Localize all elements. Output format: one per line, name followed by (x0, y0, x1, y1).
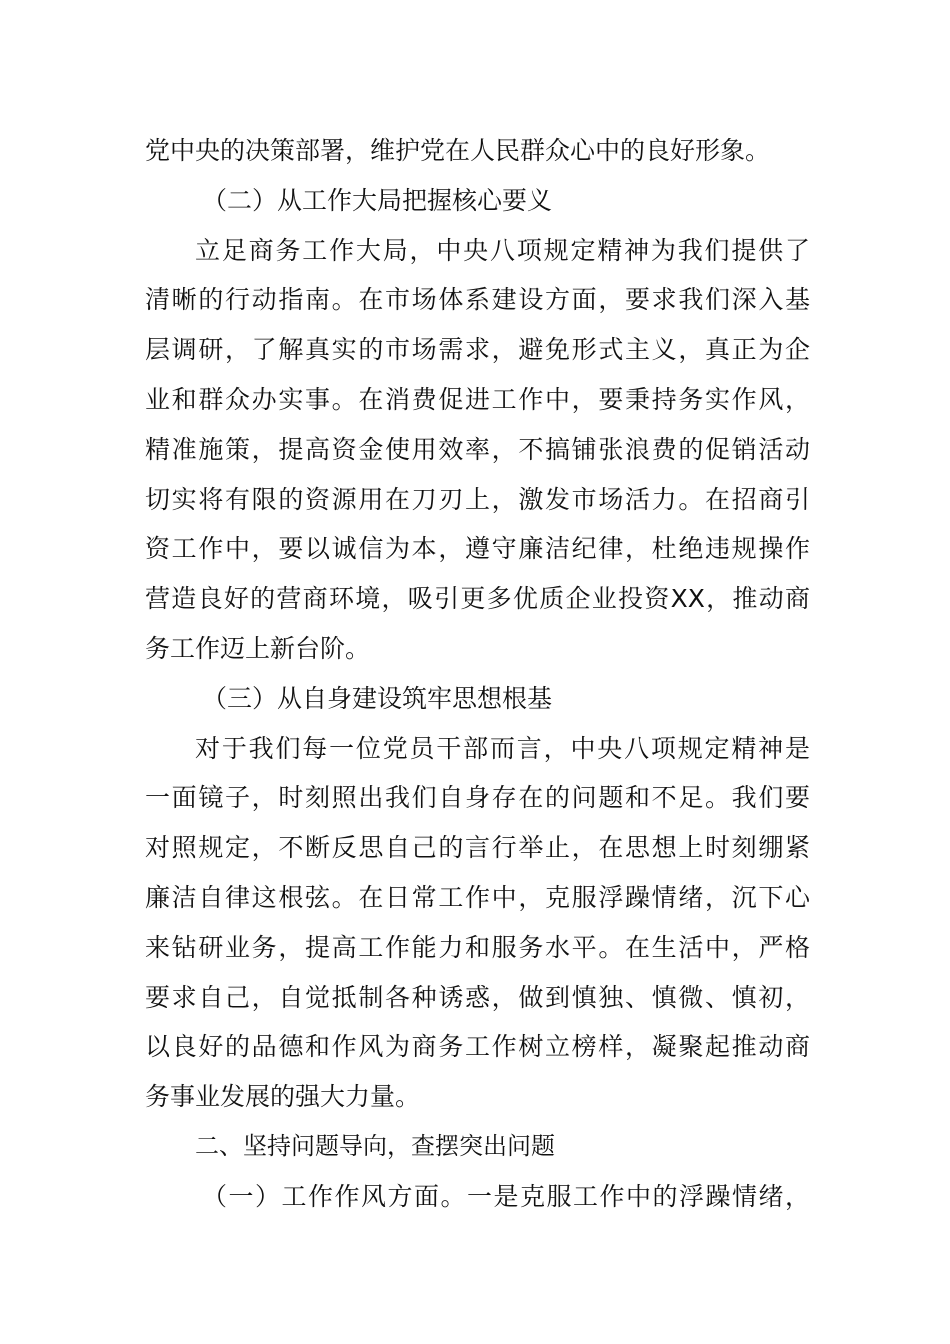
paragraph-first-line: 立足商务工作大局，中央八项规定精神为我们提供了 (195, 235, 810, 265)
body-line: 来钻研业务，提高工作能力和服务水平。在生活中，严格 (145, 932, 810, 962)
document-body (145, 126, 810, 1222)
body-line: 营造良好的营商环境，吸引更多优质企业投资XX，推动商 (145, 584, 810, 614)
section-subheading: （二）从工作大局把握核心要义 (202, 185, 553, 215)
body-line: 党中央的决策部署，维护党在人民群众心中的良好形象。 (145, 136, 771, 165)
body-line: 一面镜子，时刻照出我们自身存在的问题和不足。我们要 (145, 783, 810, 813)
body-line: 层调研，了解真实的市场需求，避免形式主义，真正为企 (145, 335, 810, 365)
body-line: 以良好的品德和作风为商务工作树立榜样，凝聚起推动商 (145, 1032, 810, 1062)
body-line: 务工作迈上新台阶。 (145, 633, 371, 663)
section-subheading: （一）工作作风方面。一是克服工作中的浮躁情绪， (202, 1181, 810, 1211)
section-subheading: （三）从自身建设筑牢思想根基 (202, 683, 553, 713)
body-line: 对照规定，不断反思自己的言行举止，在思想上时刻绷紧 (145, 833, 810, 863)
body-line: 资工作中，要以诚信为本，遵守廉洁纪律，杜绝违规操作 (145, 534, 810, 564)
section-heading: 二、坚持问题导向，查摆突出问题 (195, 1131, 555, 1160)
body-line: 务事业发展的强大力量。 (145, 1082, 421, 1112)
body-line: 清晰的行动指南。在市场体系建设方面，要求我们深入基 (145, 285, 810, 315)
body-line: 业和群众办实事。在消费促进工作中，要秉持务实作风， (145, 384, 810, 414)
body-line: 廉洁自律这根弦。在日常工作中，克服浮躁情绪，沉下心 (145, 882, 810, 912)
body-line: 精准施策，提高资金使用效率，不搞铺张浪费的促销活动 (145, 434, 810, 464)
paragraph-first-line: 对于我们每一位党员干部而言，中央八项规定精神是 (195, 733, 810, 763)
body-line: 要求自己，自觉抵制各种诱惑，做到慎独、慎微、慎初， (145, 982, 810, 1012)
body-line: 切实将有限的资源用在刀刃上，激发市场活力。在招商引 (145, 484, 810, 514)
